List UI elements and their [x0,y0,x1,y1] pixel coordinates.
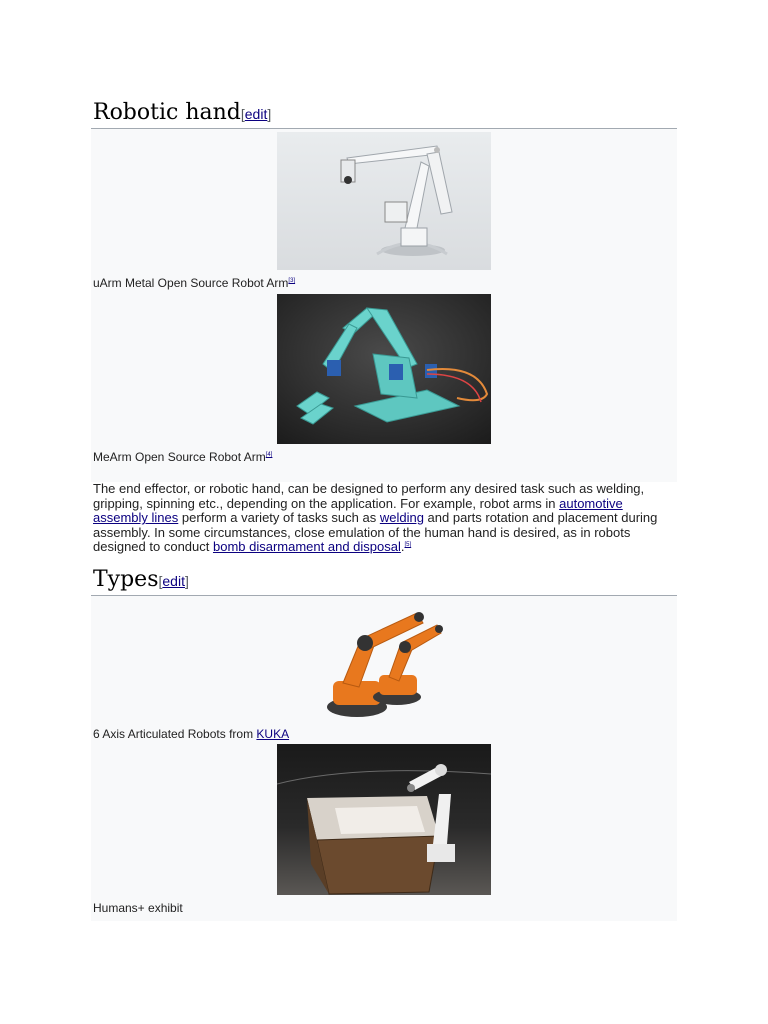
ref-5-link[interactable]: [5] [404,542,412,549]
kuka-robots-image[interactable] [277,599,491,721]
caption-uarm: uArm Metal Open Source Robot Arm[3] [93,276,296,290]
edit-section-wrapper: [edit] [240,106,272,122]
link-kuka[interactable]: KUKA [256,726,290,741]
humans-plus-exhibit-image[interactable] [277,744,491,895]
heading-text: Robotic hand [93,100,241,125]
edit-section-link[interactable]: edit [162,572,185,589]
caption-kuka: 6 Axis Articulated Robots from KUKA [93,726,290,741]
gallery-types [91,596,677,921]
section-heading-types [91,567,677,596]
gallery-robotic-hand [91,129,677,482]
section-heading-robotic-hand [91,100,677,129]
uarm-robot-arm-image[interactable] [277,132,491,270]
mearm-robot-arm-image[interactable] [277,294,491,444]
caption-humans-plus: Humans+ exhibit [93,900,183,915]
edit-section-link[interactable]: edit [244,106,268,122]
link-welding[interactable]: welding [379,510,424,526]
paragraph-end-effector: The end effector, or robotic hand, can be designed to perform any desired task such as welding, gripping, spinning etc., depending on the application. For example, robot arms in automotive assembly lines perform a variety of tasks such as welding and parts rotation and placement during assembly. In some circumstances, close emulation of the human hand is desired, as in robots designed to conduct bomb disarmament and disposal.[5] [93,481,658,555]
caption-mearm: MeArm Open Source Robot Arm[4] [93,450,273,464]
link-assembly-lines[interactable]: assembly lines [93,510,179,526]
ref-4-link[interactable]: [4] [265,452,273,458]
ref-3-link[interactable]: [3] [288,278,296,284]
edit-section-wrapper: [edit] [158,572,189,589]
article-content [91,0,677,921]
link-automotive[interactable]: automotive [559,495,623,511]
link-bomb-disposal[interactable]: bomb disarmament and disposal [212,539,401,555]
heading-text: Types [93,566,159,592]
